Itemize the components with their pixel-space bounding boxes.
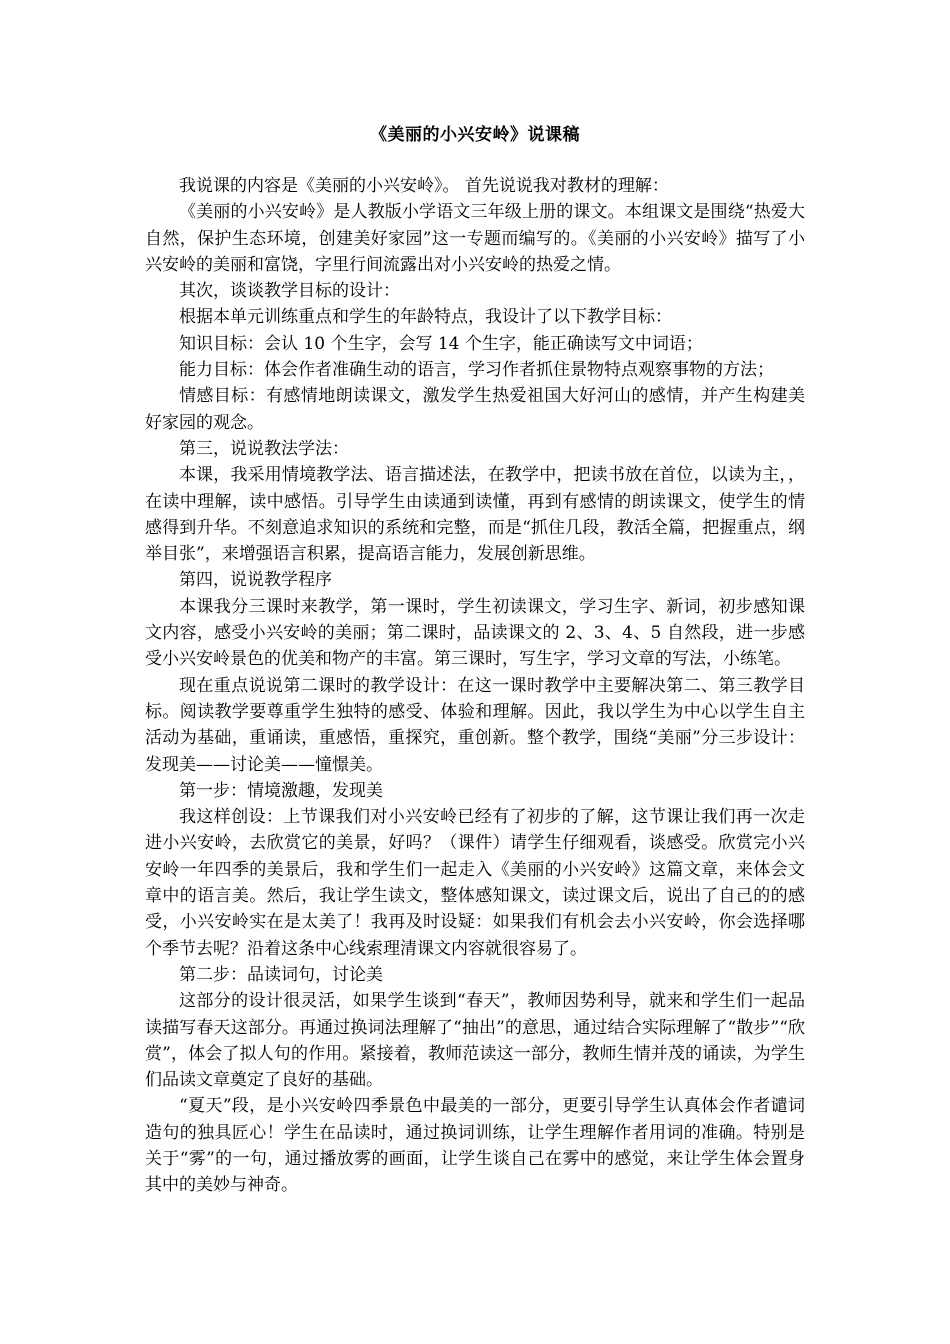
paragraph: 能力目标：体会作者准确生动的语言，学习作者抓住景物特点观察事物的方法； — [179, 360, 774, 381]
paragraph: 现在重点说说第二课时的教学设计：在这一课时教学中主要解决第二、第三教学目标。阅读教学要尊重学生独特的感受、体验和理解。因此，我以学生为中心以学生自主活动为基础，重诵读，重感悟，重探究，重创新。整个教学，围绕“美丽”分三步设计：发现美——讨论美——憧憬美。 — [145, 675, 805, 775]
paragraph: 《美丽的小兴安岭》是人教版小学语文三年级上册的课文。本组课文是围绕“热爱大自然，保护生态环境，创建美好家园”这一专题而编写的。《美丽的小兴安岭》描写了小兴安岭的美丽和富饶，字里行间流露出对小兴安岭的热爱之情。 — [145, 202, 805, 275]
paragraph: 本课，我采用情境教学法、语言描述法，在教学中，把读书放在首位，以读为主，，在读中理解，读中感悟。引导学生由读通到读懂，再到有感情的朗读课文，使学生的情感得到升华。不刻意追求知识的系统和完整，而是“抓住几段，教活全篇，把握重点，纲举目张”，来增强语言积累，提高语言能力，发展创新思维。 — [145, 465, 805, 565]
paragraph: 其次，谈谈教学目标的设计： — [179, 281, 400, 302]
paragraph: 第四，说说教学程序 — [179, 570, 332, 591]
paragraph: 情感目标：有感情地朗读课文，激发学生热爱祖国大好河山的感情，并产生构建美好家园的观念。 — [145, 386, 805, 433]
paragraph: 知识目标：会认 10 个生字，会写 14 个生字，能正确读写文中词语； — [179, 333, 703, 354]
paragraph: 这部分的设计很灵活，如果学生谈到“春天”，教师因势利导，就来和学生们一起品读描写春天这部分。再通过换词法理解了“抽出”的意思，通过结合实际理解了“散步”“欣赏”，体会了拟人句的作用。紧接着，教师范读这一部分，教师生情并茂的诵读，为学生们品读文章奠定了良好的基础。 — [145, 991, 805, 1091]
paragraph: 本课我分三课时来教学，第一课时，学生初读课文，学习生字、新词，初步感知课文内容，感受小兴安岭的美丽；第二课时，品读课文的 2、3、4、5 自然段，进一步感受小兴安岭景色的优美和物产的丰富。第三课时，写生字，学习文章的写法，小练笔。 — [145, 596, 805, 670]
paragraph: “夏天”段，是小兴安岭四季景色中最美的一部分，更要引导学生认真体会作者谴词造句的独具匠心！学生在品读时，通过换词训练，让学生理解作者用词的准确。特别是关于“雾”的一句，通过播放雾的画面，让学生谈自己在雾中的感觉，来让学生体会置身其中的美妙与神奇。 — [145, 1096, 805, 1196]
document-body — [145, 173, 805, 1199]
document-title: 《美丽的小兴安岭》说课稿 — [370, 125, 580, 145]
paragraph: 根据本单元训练重点和学生的年龄特点，我设计了以下教学目标： — [179, 307, 672, 328]
paragraph: 我说课的内容是《美丽的小兴安岭》。 首先说说我对教材的理解： — [179, 176, 669, 196]
paragraph: 我这样创设：上节课我们对小兴安岭已经有了初步的了解，这节课让我们再一次走进小兴安岭，去欣赏它的美景，好吗？（课件）请学生仔细观看，谈感受。欣赏完小兴安岭一年四季的美景后，我和学生们一起走入《美丽的小兴安岭》这篇文章，来体会文章中的语言美。然后，我让学生读文，整体感知课文，读过课文后，说出了自己的的感受，小兴安岭实在是太美了！我再及时设疑：如果我们有机会去小兴安岭，你会选择哪个季节去呢？沿着这条中心线索理清课文内容就很容易了。 — [145, 807, 805, 959]
paragraph: 第一步：情境激趣，发现美 — [179, 780, 383, 801]
paragraph: 第三，说说教法学法： — [179, 438, 349, 459]
paragraph: 第二步：品读词句，讨论美 — [179, 964, 383, 985]
